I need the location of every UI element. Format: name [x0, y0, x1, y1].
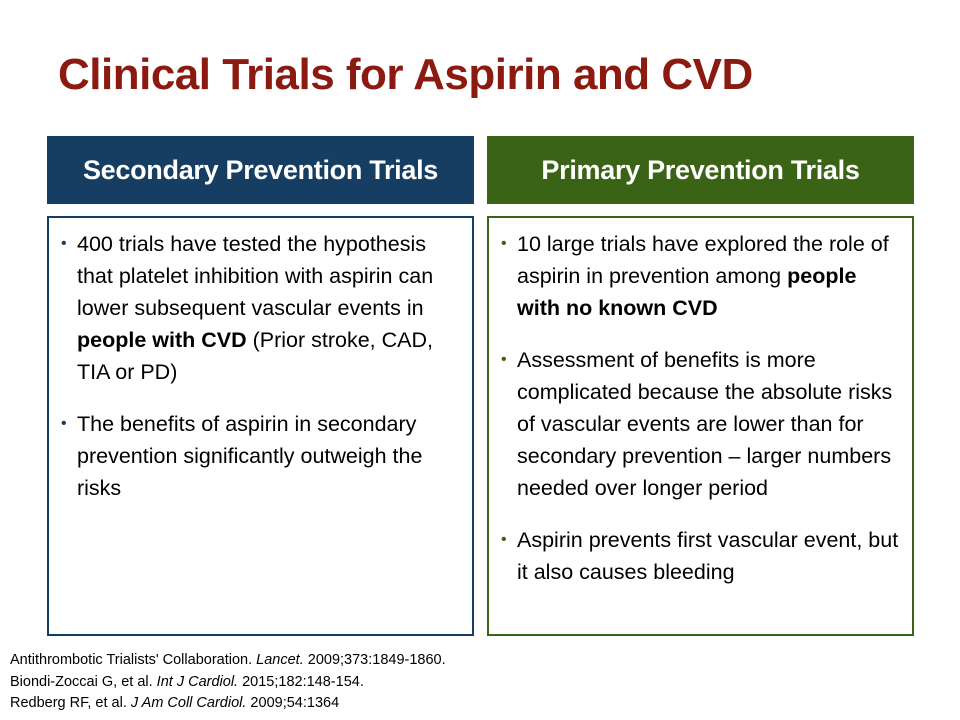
references [10, 650, 446, 715]
primary-bullet-2-text: Assessment of benefits is more complicated because the absolute risks of vascular events are lower than for secondary prevention – larger numbers needed over longer period [517, 348, 893, 500]
primary-prevention-box [487, 216, 914, 636]
reference-authors: Antithrombotic Trialists' Collaboration. [10, 652, 257, 668]
reference-1 [10, 650, 446, 672]
bullet-icon: • [61, 235, 67, 252]
reference-journal: Lancet. [256, 652, 304, 668]
secondary-bullet-1-note: (Prior stroke, CAD, TIA or PD) [77, 328, 433, 384]
primary-bullet-1 [501, 228, 904, 324]
reference-citation: 2009;373:1849-1860. [303, 652, 446, 668]
secondary-bullet-1-emphasis: people with CVD [77, 328, 247, 352]
reference-citation: 2015;182:148-154. [238, 673, 364, 690]
bullet-icon: • [501, 351, 507, 368]
secondary-prevention-header: Secondary Prevention Trials [47, 136, 474, 204]
primary-bullet-2 [501, 344, 904, 504]
primary-bullet-1-text: 10 large trials have explored the role of aspirin in prevention among [517, 232, 889, 288]
reference-citation: 2009;54:1364 [246, 695, 340, 711]
secondary-prevention-box [47, 216, 474, 636]
bullet-icon: • [501, 531, 507, 548]
reference-authors: Redberg RF, et al. [10, 695, 131, 711]
reference-2 [10, 672, 446, 694]
reference-3 [10, 693, 446, 715]
primary-bullet-list [501, 228, 904, 588]
secondary-bullet-1 [61, 228, 464, 388]
bullet-icon: • [61, 415, 67, 432]
secondary-bullet-2 [61, 408, 464, 504]
reference-authors: Biondi-Zoccai G, et al. [10, 673, 157, 690]
primary-bullet-1-emphasis: people with no known CVD [517, 264, 857, 320]
primary-bullet-3 [501, 524, 904, 588]
secondary-bullet-1-text: 400 trials have tested the hypothesis that platelet inhibition with aspirin can lower subsequent vascular events in [77, 232, 434, 320]
reference-journal: Int J Cardiol. [156, 673, 239, 690]
reference-journal: J Am Coll Cardiol. [130, 695, 247, 711]
secondary-bullet-list [61, 228, 464, 504]
slide-title: Clinical Trials for Aspirin and CVD [58, 50, 753, 99]
bullet-icon: • [501, 235, 507, 252]
secondary-bullet-2-text: The benefits of aspirin in secondary prevention significantly outweigh the risks [77, 412, 423, 500]
primary-bullet-3-text: Aspirin prevents first vascular event, but it also causes bleeding [517, 528, 899, 584]
primary-prevention-header: Primary Prevention Trials [487, 136, 914, 204]
